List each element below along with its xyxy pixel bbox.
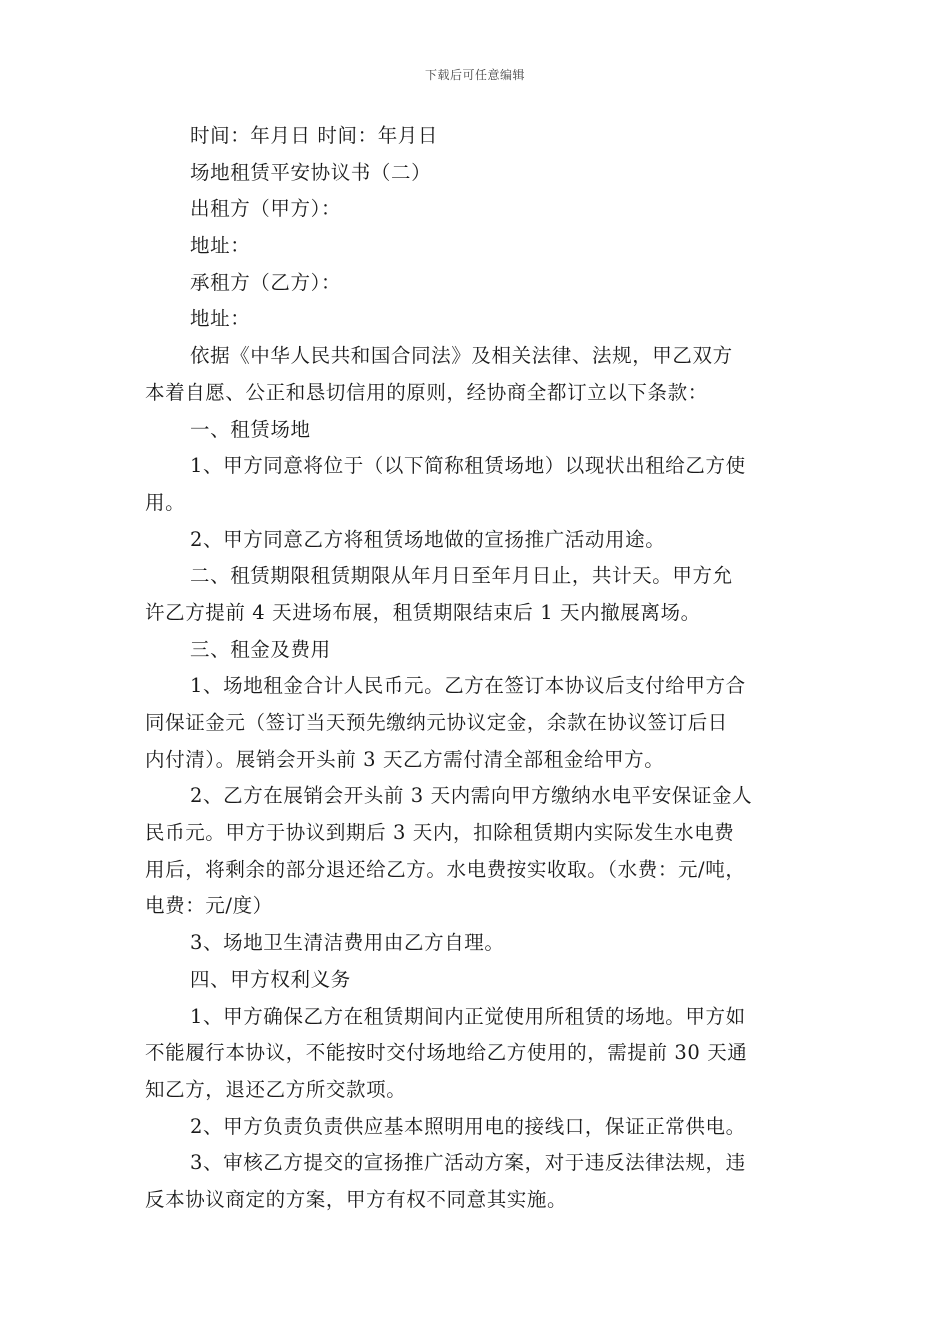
clause-line: 3、场地卫生清洁费用由乙方自理。 [190,931,505,955]
preamble-line: 本着自愿、公正和恳切信用的原则，经协商全都订立以下条款： [145,380,708,404]
clause-line: 许乙方提前 4 天进场布展，租赁期限结束后 1 天内撤展离场。 [145,600,701,624]
document-body [145,118,807,1219]
clause-line: 用。 [145,490,186,514]
section-heading: 三、租金及费用 [190,637,331,661]
clause-line: 2、乙方在展销会开头前 3 天内需向甲方缴纳水电平安保证金人 [190,784,753,808]
clause-line: 3、审核乙方提交的宣扬推广活动方案，对于违反法律法规，违 [190,1151,746,1175]
clause-line: 1、场地租金合计人民币元。乙方在签订本协议后支付给甲方合 [190,674,746,698]
date-line: 时间：年月日 时间：年月日 [190,124,438,147]
lessee-address-label: 地址： [190,307,251,331]
lessor-address-label: 地址： [190,234,251,258]
clause-line: 2、甲方同意乙方将租赁场地做的宣扬推广活动用途。 [190,527,666,551]
clause-line: 内付清）。展销会开头前 3 天乙方需付清全部租金给甲方。 [145,747,665,771]
clause-line: 1、甲方同意将位于（以下简称租赁场地）以现状出租给乙方使 [190,454,746,478]
preamble-line: 依据《中华人民共和国合同法》及相关法律、法规，甲乙双方 [190,344,733,368]
section-heading: 四、甲方权利义务 [190,967,351,991]
clause-line: 不能履行本协议，不能按时交付场地给乙方使用的，需提前 30 天通 [145,1041,748,1065]
clause-line: 同保证金元（签订当天预先缴纳元协议定金，余款在协议签订后日 [145,711,728,734]
clause-line: 知乙方，退还乙方所交款项。 [145,1077,407,1101]
document-title: 场地租赁平安协议书（二） [190,160,432,184]
clause-line: 1、甲方确保乙方在租赁期间内正觉使用所租赁的场地。甲方如 [190,1004,746,1028]
clause-line: 民币元。甲方于协议到期后 3 天内，扣除租赁期内实际发生水电费 [145,821,735,845]
clause-line: 电费：元/度） [145,894,273,918]
section-heading: 一、租赁场地 [190,417,311,441]
lessor-label: 出租方（甲方）： [190,197,342,221]
clause-line: 用后，将剩余的部分退还给乙方。水电费按实收取。（水费：元/吨， [145,857,746,881]
section-heading: 二、租赁期限租赁期限从年月日至年月日止，共计天。甲方允 [190,564,733,588]
clause-line: 2、甲方负责负责供应基本照明用电的接线口，保证正常供电。 [190,1114,746,1138]
clause-line: 反本协议商定的方案，甲方有权不同意其实施。 [145,1187,568,1211]
page-header: 下载后可任意编辑 [424,68,525,82]
lessee-label: 承租方（乙方）： [190,270,342,294]
